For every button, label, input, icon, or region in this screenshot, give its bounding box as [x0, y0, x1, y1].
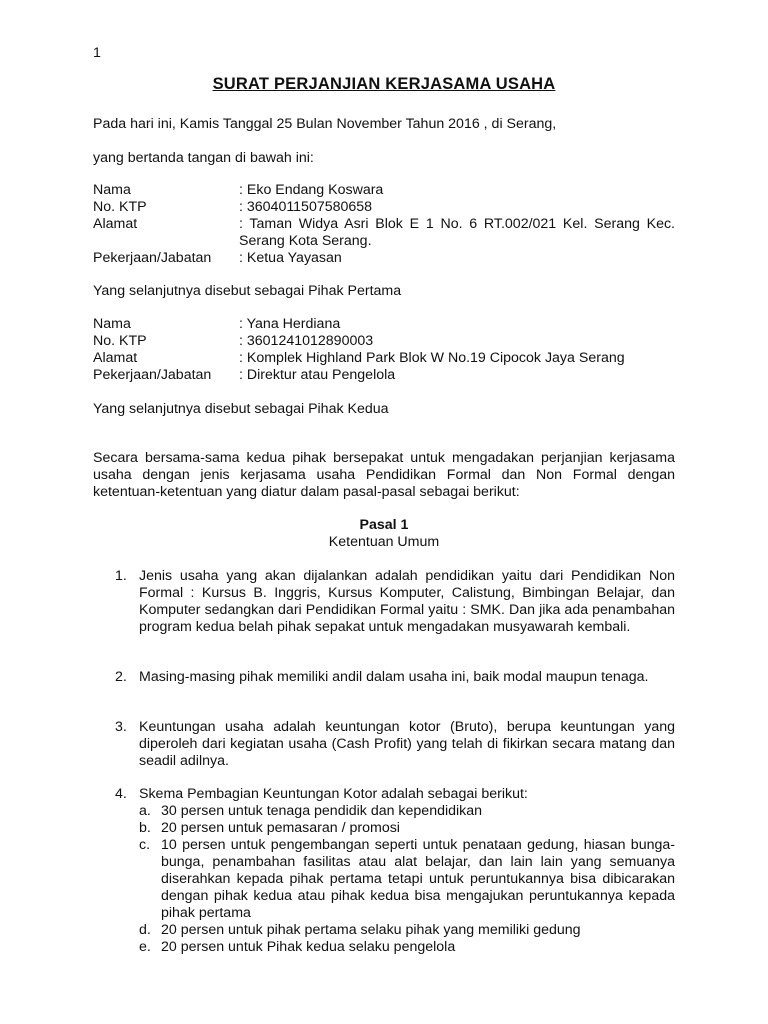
sub-item-letter: b.: [139, 820, 151, 836]
party-two-name-row: [93, 316, 675, 333]
pasal-1-heading: Pasal 1: [359, 517, 409, 533]
field-label: Pekerjaan/Jabatan: [93, 250, 212, 266]
sub-list-item: [139, 803, 675, 820]
field-value: : Direktur atau Pengelola: [239, 367, 396, 383]
document-title: SURAT PERJANJIAN KERJASAMA USAHA: [212, 75, 556, 93]
party-one-designation: Yang selanjutnya disebut sebagai Pihak Pertama: [93, 283, 402, 299]
agreement-intro-paragraph: Secara bersama-sama kedua pihak bersepakat untuk mengadakan perjanjian kerjasama usaha dengan jenis kerjasama usaha Pendidikan Formal dan Non Formal dengan ketentuan-ketentuan yang diatur dalam pasal-pasal sebagai berikut:: [93, 450, 675, 500]
opening-paragraph: Pada hari ini, Kamis Tanggal 25 Bulan November Tahun 2016 , di Serang,: [93, 116, 557, 132]
party-one-details: [93, 182, 675, 267]
party-one-address-row: [93, 216, 675, 250]
field-label: No. KTP: [93, 333, 147, 349]
party-two-designation: Yang selanjutnya disebut sebagai Pihak Kedua: [93, 401, 389, 417]
list-item-text: Masing-masing pihak memiliki andil dalam usaha ini, baik modal maupun tenaga.: [139, 669, 649, 685]
sub-item-text: 20 persen untuk pemasaran / promosi: [161, 820, 400, 836]
list-item-text: Skema Pembagian Keuntungan Kotor adalah sebagai berikut:: [139, 786, 528, 802]
field-label: Alamat: [93, 216, 138, 232]
sub-item-text: 30 persen untuk tenaga pendidik dan kependidikan: [161, 803, 483, 819]
party-two-ktp-row: [93, 333, 675, 350]
field-label: No. KTP: [93, 199, 147, 215]
list-item-text: Jenis usaha yang akan dijalankan adalah pendidikan yaitu dari Pendidikan Non Formal : Kursus B. Inggris, Kursus Komputer, Calistung, Bimbingan Belajar, dan Komputer sedangkan dari Pendidikan Formal yaitu : SMK. Dan jika ada penambahan program kedua belah pihak sepakat untuk mengadakan musyawarah kembali.: [139, 568, 675, 635]
sub-item-letter: e.: [139, 939, 151, 955]
party-two-address-row: [93, 350, 675, 367]
list-item-number: 1.: [115, 568, 127, 584]
field-value: : Yana Herdiana: [239, 316, 341, 332]
sub-list-item: [139, 837, 675, 922]
field-label: Pekerjaan/Jabatan: [93, 367, 212, 383]
field-value: : 3604011507580658: [239, 199, 373, 215]
party-one-name-row: [93, 182, 675, 199]
sub-list-item: [139, 820, 675, 837]
list-item-number: 4.: [115, 786, 127, 802]
list-item-text: Keuntungan usaha adalah keuntungan kotor (Bruto), berupa keuntungan yang diperoleh dari kegiatan usaha (Cash Profit) yang telah di fikirkan secara matang dan seadil adilnya.: [139, 719, 675, 769]
field-value: : 3601241012890003: [239, 333, 374, 349]
field-label: Nama: [93, 316, 131, 332]
list-item-number: 2.: [115, 669, 127, 685]
field-value: : Eko Endang Koswara: [239, 182, 384, 198]
list-item: [115, 669, 675, 686]
sub-item-letter: c.: [139, 837, 151, 853]
sub-item-text: 20 persen untuk Pihak kedua selaku pengelola: [161, 939, 456, 955]
sub-list-item: [139, 939, 675, 956]
field-value: : Ketua Yayasan: [239, 250, 342, 266]
signatory-intro: yang bertanda tangan di bawah ini:: [93, 150, 314, 166]
field-label: Alamat: [93, 350, 138, 366]
list-item: [115, 568, 675, 636]
sub-item-text: 10 persen untuk pengembangan seperti untuk penataan gedung, hiasan bunga-bunga, penambahan fasilitas atau alat belajar, dan lain lain yang semuanya diserahkan kepada pihak pertama tetapi untuk peruntukannya bisa dibicarakan dengan pihak kedua atau pihak kedua bisa mengajukan peruntukannya kepada pihak pertama: [161, 837, 675, 921]
field-label: Nama: [93, 182, 131, 198]
list-item: [115, 786, 675, 956]
pasal-1-header: [0, 517, 768, 551]
field-value: : Komplek Highland Park Blok W No.19 Cipocok Jaya Serang: [239, 350, 625, 366]
pasal-1-subheading: Ketentuan Umum: [328, 534, 440, 550]
sub-item-letter: d.: [139, 922, 151, 938]
sub-item-letter: a.: [139, 803, 151, 819]
party-two-details: [93, 316, 675, 384]
field-value: : Taman Widya Asri Blok E 1 No. 6 RT.002/021 Kel. Serang Kec. Serang Kota Serang.: [239, 216, 675, 249]
sub-list-item: [139, 922, 675, 939]
list-item-number: 3.: [115, 719, 127, 735]
list-item: [115, 719, 675, 770]
page-number: 1: [93, 45, 101, 61]
sub-item-text: 20 persen untuk pihak pertama selaku pihak yang memiliki gedung: [161, 922, 581, 938]
party-one-ktp-row: [93, 199, 675, 216]
party-one-job-row: [93, 250, 675, 267]
party-two-job-row: [93, 367, 675, 384]
